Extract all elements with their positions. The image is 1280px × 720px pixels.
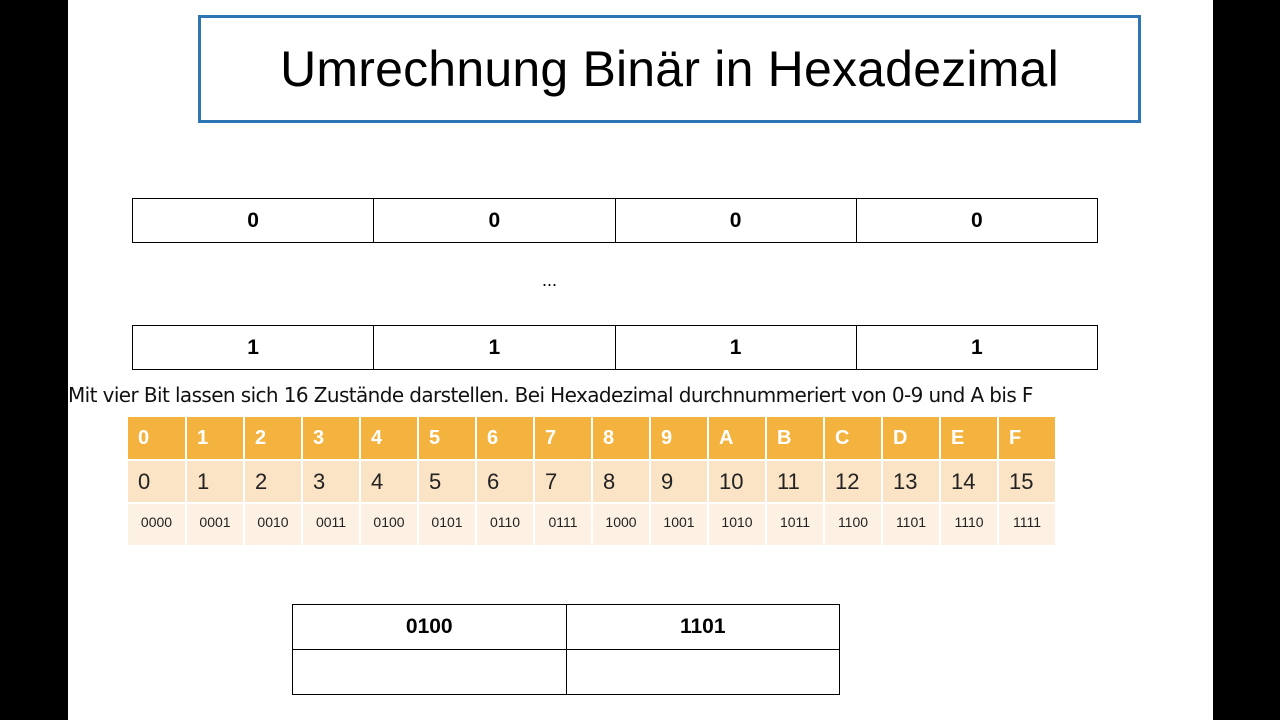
binary-cell: 0011 [302, 503, 360, 546]
decimal-cell: 2 [244, 460, 302, 503]
binary-row [128, 503, 1056, 546]
ellipsis: ... [542, 270, 558, 290]
decimal-cell: 8 [592, 460, 650, 503]
nibble-cell: 0100 [293, 605, 567, 650]
hex-cell: 9 [650, 417, 708, 460]
bit-cell: 0 [615, 199, 856, 242]
hex-cell: 0 [128, 417, 186, 460]
binary-cell: 1011 [766, 503, 824, 546]
hex-cell: 2 [244, 417, 302, 460]
hex-cell: F [998, 417, 1056, 460]
decimal-cell: 6 [476, 460, 534, 503]
slide-title: Umrechnung Binär in Hexadezimal [280, 41, 1059, 97]
conversion-table [292, 604, 840, 695]
caption-text: Mit vier Bit lassen sich 16 Zustände darstellen. Bei Hexadezimal durchnummeriert von 0-9 und A bis F [68, 383, 1033, 407]
bit-cell: 1 [373, 326, 614, 369]
hex-cell: 5 [418, 417, 476, 460]
hex-cell: C [824, 417, 882, 460]
decimal-cell: 11 [766, 460, 824, 503]
decimal-cell: 13 [882, 460, 940, 503]
binary-cell: 1111 [998, 503, 1056, 546]
bit-cell: 1 [247, 335, 259, 359]
result-row [293, 650, 840, 695]
hex-cell: 1 [186, 417, 244, 460]
decimal-cell: 4 [360, 460, 418, 503]
hex-cell: 7 [534, 417, 592, 460]
hex-cell: E [940, 417, 998, 460]
bit-row-zeros [132, 198, 1098, 243]
decimal-cell: 5 [418, 460, 476, 503]
binary-cell: 1110 [940, 503, 998, 546]
nibble-cell: 1101 [566, 605, 840, 650]
hex-cell: A [708, 417, 766, 460]
binary-cell: 0101 [418, 503, 476, 546]
decimal-cell: 10 [708, 460, 766, 503]
result-cell [566, 650, 840, 695]
decimal-cell: 15 [998, 460, 1056, 503]
binary-cell: 0000 [128, 503, 186, 546]
result-cell [293, 650, 567, 695]
hex-cell: B [766, 417, 824, 460]
binary-cell: 0111 [534, 503, 592, 546]
decimal-cell: 12 [824, 460, 882, 503]
decimal-row [128, 460, 1056, 503]
binary-cell: 1100 [824, 503, 882, 546]
decimal-cell: 7 [534, 460, 592, 503]
binary-cell: 1001 [650, 503, 708, 546]
binary-cell: 0001 [186, 503, 244, 546]
binary-cell: 0100 [360, 503, 418, 546]
hex-cell: 6 [476, 417, 534, 460]
decimal-cell: 3 [302, 460, 360, 503]
hex-cell: D [882, 417, 940, 460]
hex-cell: 8 [592, 417, 650, 460]
decimal-cell: 1 [186, 460, 244, 503]
hex-cell: 3 [302, 417, 360, 460]
slide [68, 0, 1213, 720]
binary-cell: 0110 [476, 503, 534, 546]
bit-cell: 0 [856, 199, 1097, 242]
hex-cell: 4 [360, 417, 418, 460]
decimal-cell: 14 [940, 460, 998, 503]
bit-cell: 1 [615, 326, 856, 369]
nibble-row [293, 605, 840, 650]
decimal-cell: 0 [128, 460, 186, 503]
decimal-cell: 9 [650, 460, 708, 503]
bit-cell: 1 [856, 326, 1097, 369]
binary-cell: 1000 [592, 503, 650, 546]
hex-table [128, 417, 1057, 547]
title-box [198, 15, 1141, 123]
binary-cell: 1101 [882, 503, 940, 546]
bit-cell: 0 [247, 208, 259, 232]
hex-header-row [128, 417, 1056, 460]
binary-cell: 0010 [244, 503, 302, 546]
bit-cell: 0 [373, 199, 614, 242]
bit-row-ones [132, 325, 1098, 370]
binary-cell: 1010 [708, 503, 766, 546]
